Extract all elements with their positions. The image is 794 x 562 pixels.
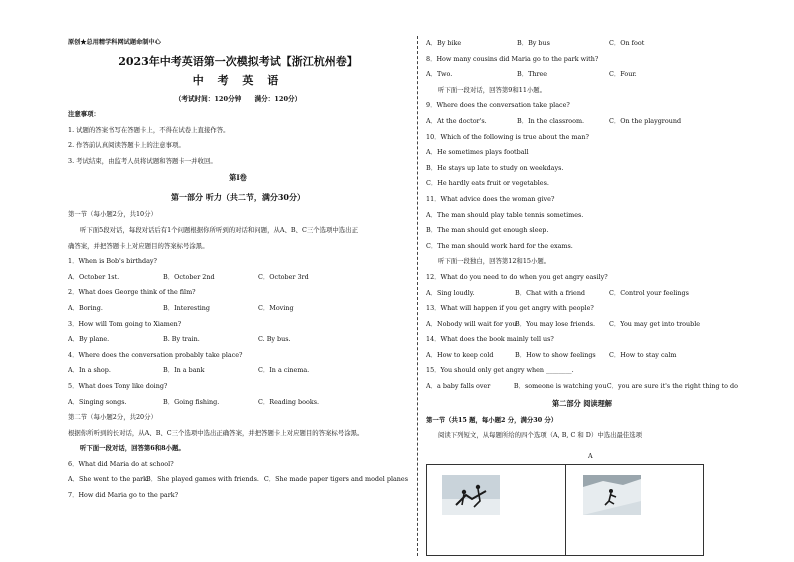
option-c: C．October 3rd: [258, 272, 309, 281]
section2-title: 第二节（每小题2分，共20分）: [68, 413, 157, 422]
options-4: [68, 363, 408, 379]
option-a: A．By plane.: [68, 335, 110, 344]
option-a: A．At the doctor's.: [426, 116, 487, 125]
option-c: C．The man should work hard for the exams.: [426, 241, 573, 250]
volume-title: 第Ⅰ卷: [229, 173, 247, 183]
option-c: C．How to stay calm: [609, 350, 677, 359]
option-c: C．He hardly eats fruit or vegetables.: [426, 179, 549, 188]
option-c: C．Four.: [609, 70, 637, 79]
option-a: A．Singing songs.: [68, 397, 127, 406]
section1-title: 第一节（每小题2分，共10分）: [68, 210, 157, 219]
options-5: [68, 395, 408, 411]
options-14: [426, 348, 738, 364]
option-a: A．By bike: [426, 39, 462, 47]
option-a: A．Nobody will wait for you: [426, 319, 517, 328]
left-column: [68, 36, 408, 504]
question-2: 2．What does George think of the film?: [68, 288, 196, 297]
option-c: C．In a cinema.: [258, 366, 310, 375]
option-a: A．a baby falls over: [426, 382, 491, 391]
options-13: [426, 317, 738, 333]
part2-instruction: 阅读下列短文，从每题所给的四个选项（A, B, C 和 D）中选出最佳选项: [438, 431, 643, 440]
option-a: A．Two.: [426, 70, 453, 79]
options-15: [426, 379, 738, 395]
question-9: 9．Where does the conversation take place?: [426, 101, 570, 110]
option-b: B．Chat with a friend: [515, 288, 586, 297]
part2-title: 第二部分 阅读理解: [551, 398, 612, 408]
question-14: 14．What does the book mainly tell us?: [426, 335, 554, 344]
option-a: A．He sometimes plays football: [426, 148, 529, 157]
question-11: 11．What advice does the woman give?: [426, 194, 555, 203]
photo-table: [426, 464, 704, 556]
option-b: B．someone is watching you: [513, 382, 607, 391]
instruction-9-11: 听下面一段对话，回答第9和11小题。: [438, 85, 547, 94]
option-b: B．In a bank: [163, 366, 205, 375]
instruction-12-15: 听下面一段独白，回答第12和15小题。: [438, 257, 551, 266]
skier-photo: [583, 475, 641, 515]
question-8: 8．How many cousins did Maria go to the park with?: [426, 54, 599, 63]
option-b: B．October 2nd: [163, 272, 215, 281]
option-a: A．Boring.: [68, 303, 103, 312]
photo-table-divider: [565, 465, 566, 555]
question-5: 5．What does Tony like doing?: [68, 381, 168, 390]
note-item: 1. 试题的答案书写在答题卡上，不得在试卷上直接作答。: [68, 125, 230, 134]
watermark-text: 原创★总用精学科网试题命制中心: [68, 39, 161, 46]
option-c: C．you are sure it's the right thing to do: [606, 382, 738, 391]
question-4: 4．Where does the conversation probably take place?: [68, 350, 243, 359]
part1-title: 第一部分 听力（共二节，满分30分）: [171, 192, 305, 203]
options-12: [426, 286, 738, 302]
options-1: [68, 270, 408, 286]
option-b: B．The man should get enough sleep.: [426, 226, 549, 235]
column-divider: [417, 36, 418, 556]
section2-instruction: 根据你所听到的长对话，从A、B、C三个选项中选出正确答案，并把答题卡上对应题目的答案标号涂黑。: [68, 428, 364, 437]
option-b: B．Three: [517, 70, 548, 79]
options-6: [68, 472, 408, 488]
question-13: 13．What will happen if you get angry with people?: [426, 304, 594, 313]
option-b: B．Going fishing.: [163, 397, 220, 406]
option-b: B．In the classroom.: [517, 116, 585, 125]
option-c: C．She made paper tigers and model planes: [263, 475, 408, 484]
option-a: A．She went to the park.: [68, 475, 150, 484]
option-b: B．Interesting: [163, 303, 211, 312]
question-10: 10．Which of the following is true about the man?: [426, 132, 589, 141]
option-c: C．Reading books.: [258, 397, 320, 406]
figure-skaters-photo: [442, 475, 500, 515]
option-a: A．How to keep cold: [426, 350, 494, 359]
question-7: 7．How did Maria go to the park?: [68, 491, 179, 500]
exam-time: （考试时间：120分钟 满分：120分）: [174, 95, 302, 103]
options-9: [426, 114, 738, 130]
notes-heading: 注意事项：: [68, 110, 100, 118]
passage-label: A: [588, 452, 593, 460]
note-item: 2. 作答前认真阅读答题卡上的注意事项。: [68, 141, 185, 150]
question-6: 6．What did Maria do at school?: [68, 459, 174, 468]
section2-subinstruction: 听下面一段对话，回答第6和8小题。: [80, 444, 185, 453]
options-2: [68, 301, 408, 317]
option-c: C．On foot: [609, 39, 645, 47]
right-column: [426, 36, 738, 444]
option-a: A．The man should play table tennis sometimes.: [426, 210, 584, 219]
exam-subtitle: 中 考 英 语: [192, 74, 284, 87]
option-c: C. By bus.: [258, 335, 291, 344]
note-item: 3. 考试结束，由监考人员将试题和答题卡一并收回。: [68, 156, 217, 165]
option-c: C．Moving: [258, 303, 294, 312]
option-b: B．She played games with friends.: [146, 475, 259, 484]
part2-section-title: 第一节（共15 题，每小题2 分，满分30 分）: [426, 415, 558, 424]
option-b: B. By train.: [163, 335, 200, 344]
question-12: 12．What do you need to do when you get angry easily?: [426, 272, 608, 281]
option-a: A．In a shop.: [68, 366, 111, 375]
options-3: [68, 332, 408, 348]
question-15: 15．You should only get angry when ________.: [426, 366, 574, 375]
option-c: C．You may get into trouble: [609, 319, 701, 328]
section1-instruction: 听下面5段对话，每段对话后有1个问题根据你所听到的对话和问题，从A、B、C三个选项中选出正: [80, 225, 358, 234]
options-7: [426, 36, 738, 52]
option-c: C．Control your feelings: [609, 288, 689, 297]
option-c: C．On the playground: [609, 116, 682, 125]
exam-title: 2023年中考英语第一次模拟考试【浙江杭州卷】: [118, 55, 358, 68]
section1-instruction: 确答案，并把答题卡上对应题目的答案标号涂黑。: [68, 241, 209, 250]
option-a: A．Sing loudly.: [426, 288, 475, 297]
options-8: [426, 67, 738, 83]
question-3: 3．How will Tom going to Xiamen?: [68, 319, 182, 328]
option-b: B．He stays up late to study on weekdays.: [426, 163, 564, 172]
option-a: A．October 1st.: [68, 272, 120, 281]
option-b: B．You may lose friends.: [515, 319, 596, 328]
question-1: 1．When is Bob's birthday?: [68, 257, 157, 266]
option-b: B．By bus: [517, 39, 550, 47]
option-b: B．How to show feelings: [515, 350, 596, 359]
